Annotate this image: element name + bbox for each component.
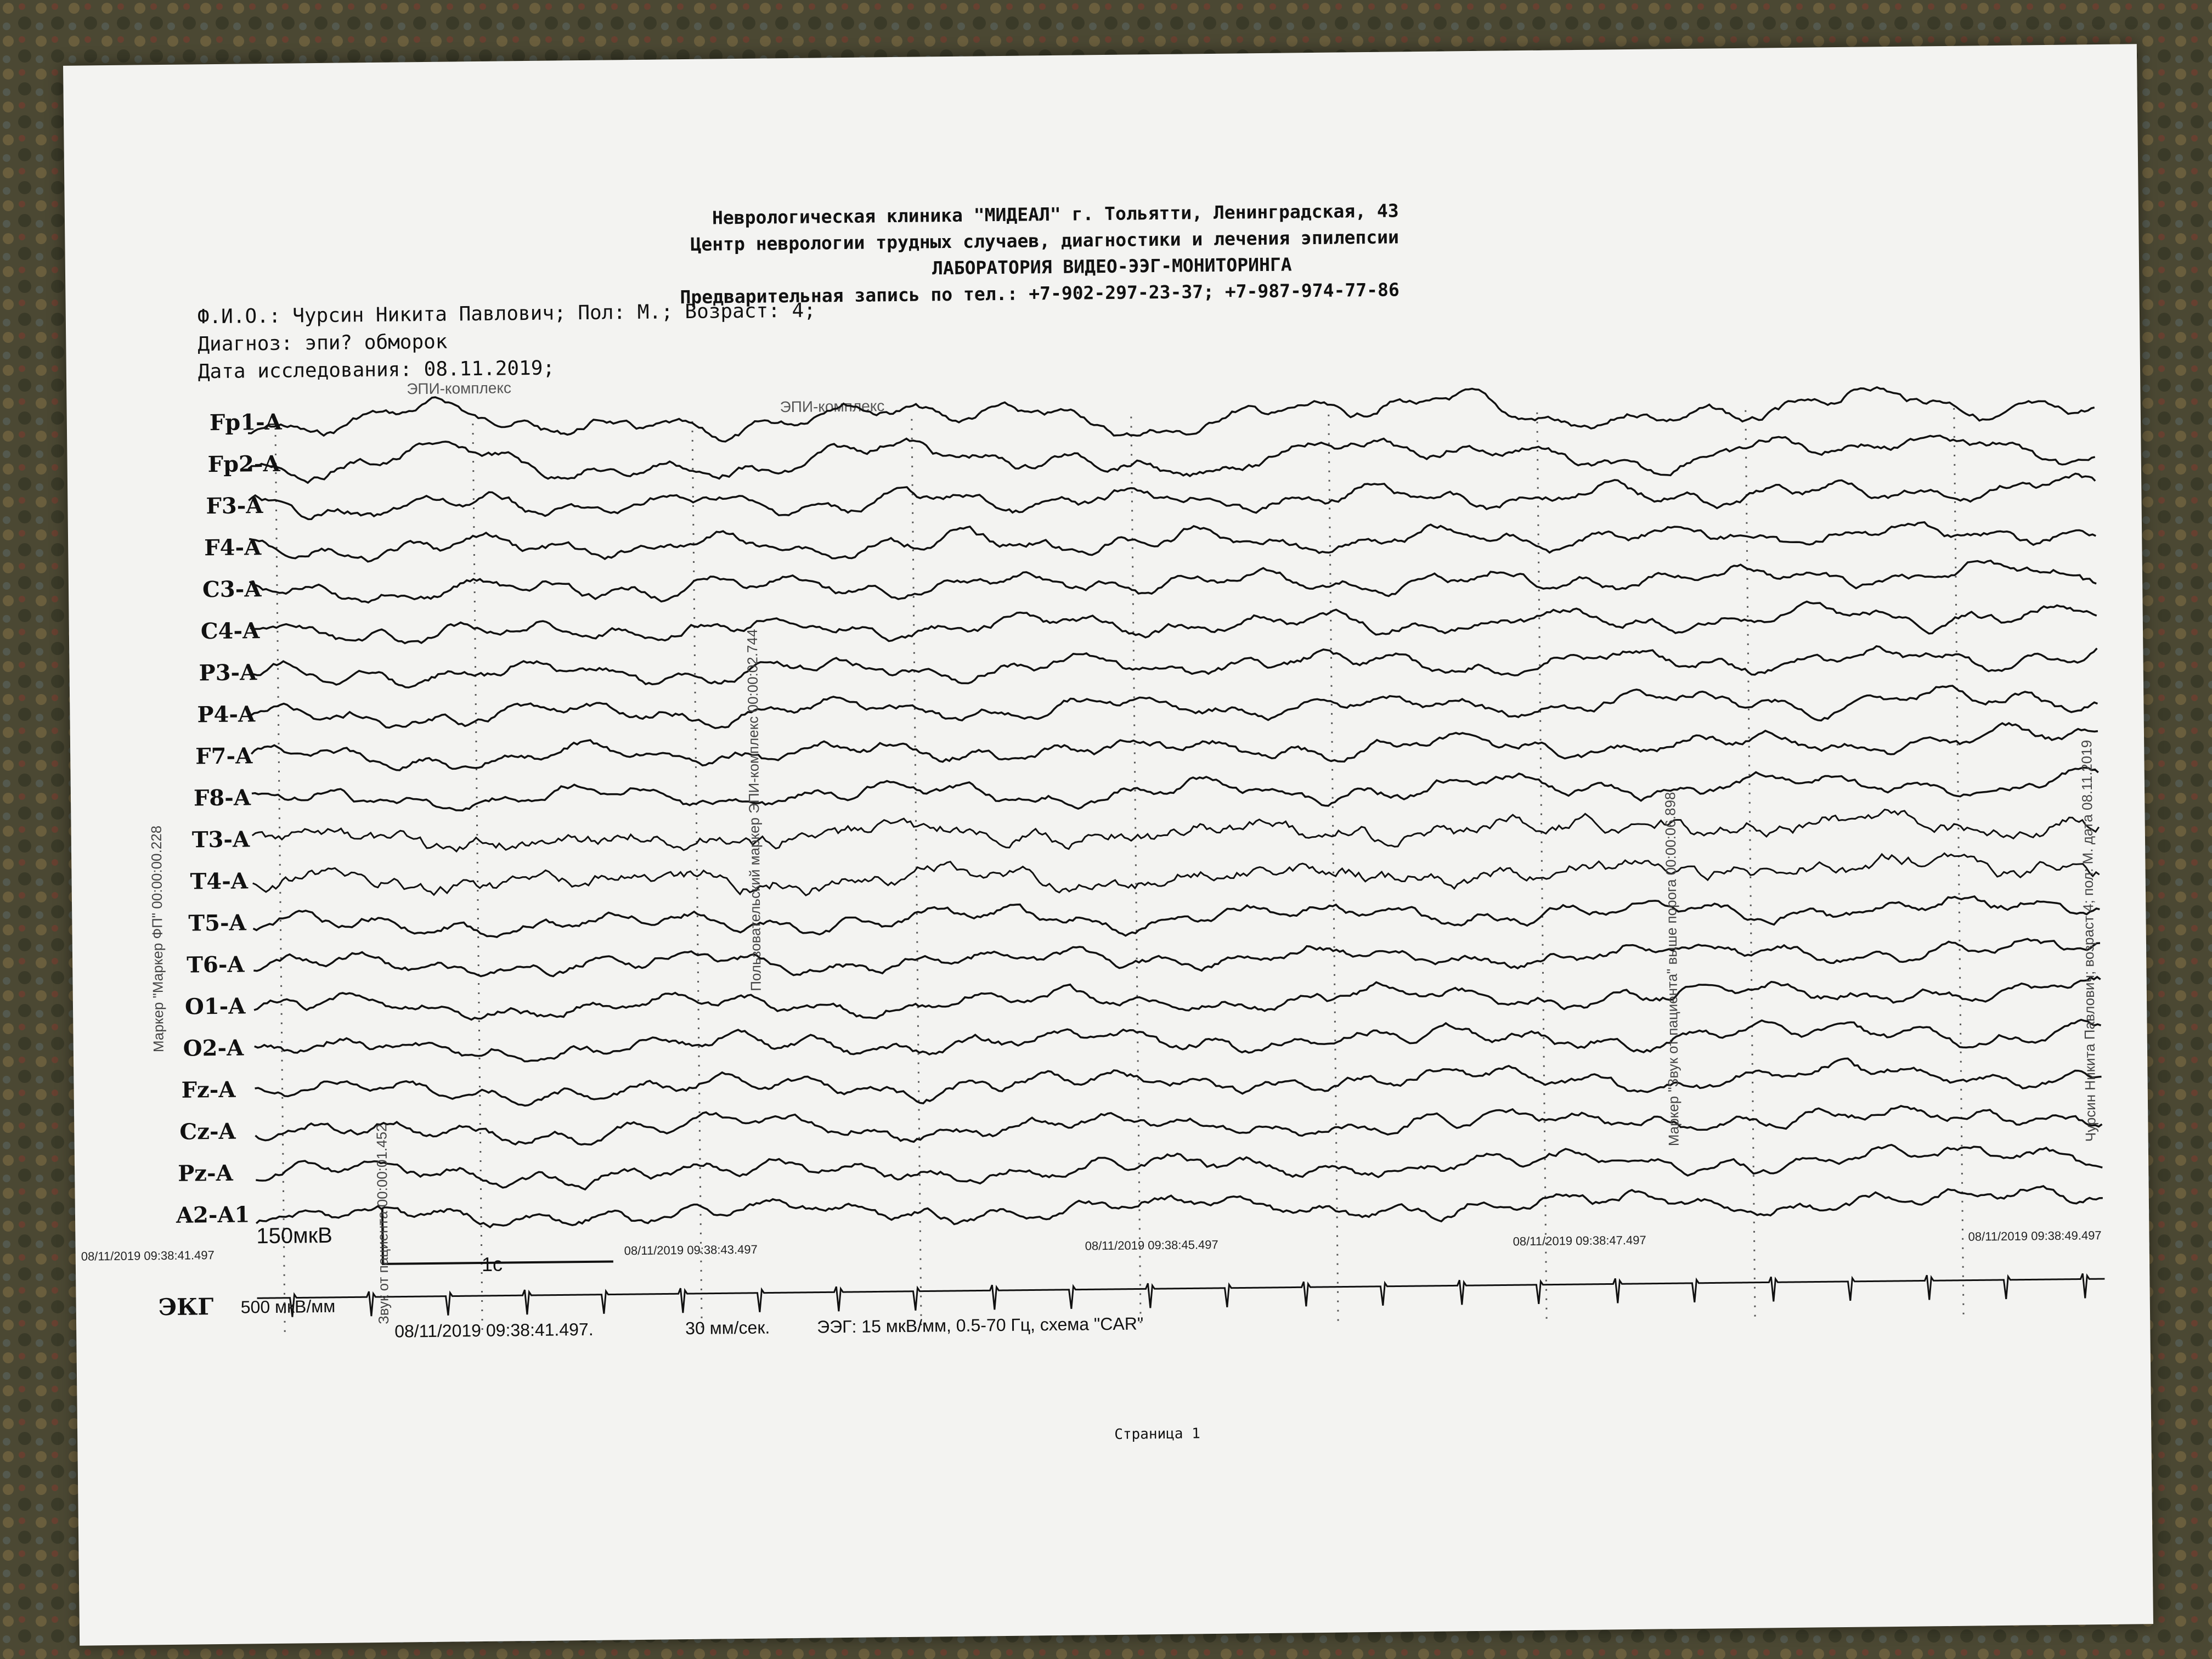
eeg-trace xyxy=(250,641,2097,691)
time-grid-line xyxy=(1954,408,1963,1319)
study-date: Дата исследования: 08.11.2019; xyxy=(198,357,555,383)
clinic-center: Центр неврологии трудных случаев, диагностики и лечения эпилепсии xyxy=(690,226,1400,255)
channel-label: Pz-A xyxy=(177,1160,233,1187)
time-grid-line xyxy=(1131,417,1141,1328)
vertical-note-left: Маркер "Маркер ФП" 00:00:00.228 xyxy=(148,825,167,1053)
ekg-label: ЭКГ xyxy=(158,1293,214,1321)
time-grid-line xyxy=(1746,410,1755,1321)
eeg-trace xyxy=(249,515,2096,566)
channel-label: Fp1-A xyxy=(209,409,282,436)
vertical-note-right: Чурсин Никита Павлович; возраст 4; пол: М. дата 08.11.2019 xyxy=(2078,740,2099,1142)
channel-label: O1-A xyxy=(184,993,246,1020)
channel-label: A2-A1 xyxy=(176,1201,250,1228)
eeg-trace xyxy=(255,1098,2102,1149)
patient-diagnosis: Диагноз: эпи? обморок xyxy=(198,330,448,356)
eeg-trace xyxy=(256,1185,2103,1234)
eeg-trace xyxy=(252,806,2099,859)
clinic-lab: ЛАБОРАТОРИЯ ВИДЕО-ЭЭГ-МОНИТОРИНГА xyxy=(932,253,1292,279)
eeg-printout-sheet xyxy=(63,44,2153,1645)
footer-start-time: 08/11/2019 09:38:41.497. xyxy=(394,1319,594,1341)
eeg-trace xyxy=(251,722,2098,773)
channel-label: P3-A xyxy=(199,659,257,686)
channel-label: F4-A xyxy=(204,534,262,561)
vertical-note-fourth: Маркер "Звук от пациента" выше порога 00:00:06.898 xyxy=(1662,792,1682,1147)
vertical-note-second: Звук от пациента 00:00:01.452 xyxy=(373,1124,392,1325)
eeg-trace xyxy=(255,1015,2101,1067)
eeg-traces xyxy=(63,44,2153,1645)
ekg-trace xyxy=(257,1273,2104,1317)
timestamp-label: 08/11/2019 09:38:41.497 xyxy=(81,1248,215,1263)
time-grid-line xyxy=(912,419,921,1330)
vertical-note-third: Пользовательский маркер ЭПИ-комплекс 00:00:02.744 xyxy=(743,629,764,991)
scale-amplitude: 150мкВ xyxy=(256,1223,333,1249)
channel-label: P4-A xyxy=(197,701,256,728)
time-grid-line xyxy=(275,426,285,1336)
page-number: Страница 1 xyxy=(1114,1425,1200,1443)
scale-time: 1с xyxy=(481,1252,503,1276)
eeg-trace xyxy=(256,1142,2102,1193)
channel-label: T6-A xyxy=(186,951,245,978)
eeg-trace xyxy=(253,892,2100,945)
channel-label: T5-A xyxy=(188,910,246,936)
channel-label: O2-A xyxy=(183,1035,244,1062)
channel-label: C4-A xyxy=(200,618,260,645)
timestamp-label: 08/11/2019 09:38:47.497 xyxy=(1513,1233,1646,1249)
timestamp-label: 08/11/2019 09:38:43.497 xyxy=(624,1242,758,1258)
channel-label: Fz-A xyxy=(181,1076,236,1103)
eeg-trace xyxy=(249,473,2095,523)
channel-label: C3-A xyxy=(202,576,262,603)
eeg-trace xyxy=(250,560,2096,608)
channel-label: Cz-A xyxy=(179,1118,236,1145)
clinic-name: Неврологическая клиника "МИДЕАЛ" г. Тольятти, Ленинградская, 43 xyxy=(712,200,1399,229)
eeg-trace xyxy=(250,599,2097,651)
timestamp-label: 08/11/2019 09:38:45.497 xyxy=(1085,1237,1218,1253)
epi-marker-1: ЭПИ-комплекс xyxy=(407,379,512,398)
eeg-trace xyxy=(251,684,2097,737)
eeg-trace xyxy=(254,974,2101,1025)
footer-speed: 30 мм/сек. xyxy=(685,1317,770,1339)
ekg-scale: 500 мкВ/мм xyxy=(240,1296,336,1317)
patient-name: Ф.И.О.: Чурсин Никита Павлович; Пол: М.; Возраст: 4; xyxy=(197,299,816,329)
eeg-trace xyxy=(247,380,2095,447)
eeg-trace xyxy=(255,1056,2101,1110)
channel-label: F3-A xyxy=(206,493,263,520)
eeg-trace xyxy=(248,425,2095,490)
channel-label: F8-A xyxy=(193,785,251,811)
eeg-trace xyxy=(253,934,2100,981)
eeg-trace xyxy=(252,850,2099,901)
channel-label: T4-A xyxy=(190,868,249,895)
channel-label: F7-A xyxy=(195,743,253,770)
eeg-trace xyxy=(252,768,2098,817)
clinic-phone: Предварительная запись по тел.: +7-902-297-23-37; +7-987-974-77-86 xyxy=(680,279,1400,308)
channel-label: T3-A xyxy=(191,826,250,853)
epi-marker-2: ЭПИ-комплекс xyxy=(780,397,885,416)
timestamp-label: 08/11/2019 09:38:49.497 xyxy=(1968,1228,2102,1244)
time-grid-line xyxy=(473,424,482,1334)
channel-label: Fp2-A xyxy=(207,450,280,478)
footer-params: ЭЭГ: 15 мкВ/мм, 0.5-70 Гц, схема "CAR" xyxy=(816,1313,1144,1337)
